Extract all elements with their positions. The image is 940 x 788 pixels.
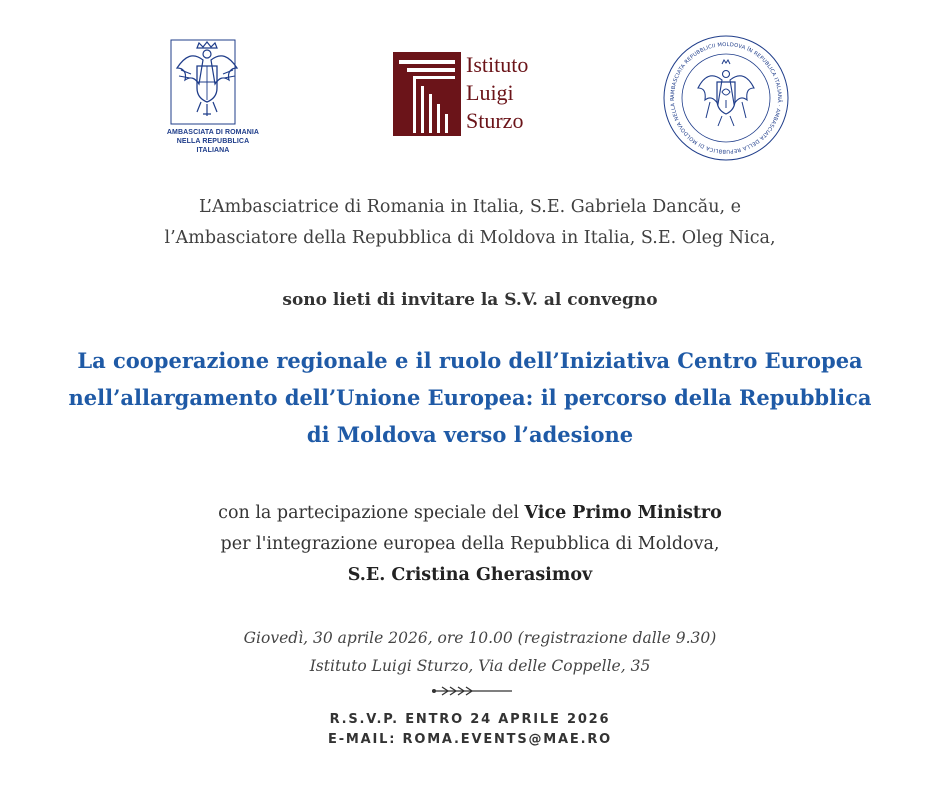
romania-coat-of-arms-icon <box>163 38 263 128</box>
rsvp-deadline: R.S.V.P. ENTRO 24 APRILE 2026 <box>329 712 611 727</box>
intro-line1: L’Ambasciatrice di Romania in Italia, S.E. Gabriela Dancău, e <box>199 197 741 217</box>
romania-logo-caption <box>163 128 263 155</box>
sturzo-name-line2: Luigi <box>466 80 514 105</box>
participation-line3 <box>0 560 940 591</box>
title-line2: nell’allargamento dell’Unione Europea: il percorso della Repubblica <box>68 385 872 410</box>
event-details <box>200 624 760 680</box>
sturzo-name-line1: Istituto <box>466 52 529 77</box>
sturzo-emblem-icon <box>393 50 463 138</box>
invitation-line: sono lieti di invitare la S.V. al convegno <box>282 290 658 310</box>
moldova-embassy-seal <box>662 34 790 162</box>
svg-text:AMBASCIATA REPUBBLICII MOLDOVA <box>662 34 783 154</box>
moldova-coat-of-arms-icon <box>662 34 790 162</box>
romania-caption-line1: AMBASCIATA DI ROMANIA <box>166 129 260 136</box>
sturzo-name-line3: Sturzo <box>466 108 524 133</box>
participation-role: Vice Primo Ministro <box>524 503 722 523</box>
intro-line2: l’Ambasciatore della Repubblica di Moldova in Italia, S.E. Oleg Nica, <box>164 228 776 248</box>
rsvp-block <box>0 710 940 750</box>
title-line3: di Moldova verso l’adesione <box>306 422 634 447</box>
sturzo-logo <box>393 50 533 138</box>
special-participation <box>0 498 940 591</box>
hosts-intro <box>0 192 940 254</box>
event-place: Istituto Luigi Sturzo, Via delle Coppelle, 35 <box>309 657 651 675</box>
olive-branch-divider-icon <box>430 684 514 698</box>
conference-title <box>0 342 940 453</box>
title-line1: La cooperazione regionale e il ruolo dell’Iniziativa Centro Europea <box>77 348 863 373</box>
participation-line1 <box>0 498 940 529</box>
romania-caption-line2: NELLA REPUBBLICA ITALIANA <box>176 138 250 154</box>
participant-name: S.E. Cristina Gherasimov <box>347 565 593 585</box>
participation-line2: per l'integrazione europea della Repubblica di Moldova, <box>220 534 720 554</box>
rsvp-email[interactable]: E-MAIL: ROMA.EVENTS@MAE.RO <box>328 732 612 747</box>
event-date: Giovedì, 30 aprile 2026, ore 10.00 (registrazione dalle 9.30) <box>243 629 717 647</box>
romania-embassy-logo <box>163 38 263 154</box>
moldova-ring-text: AMBASCIATA REPUBBLICII MOLDOVA ÎN REPUBLICA ITALIANĂ · AMBASCIATA DELLA REPUBBLICA DI MOLDOVA NELLA R <box>669 41 783 155</box>
participation-prefix: con la partecipazione speciale del <box>218 503 525 523</box>
